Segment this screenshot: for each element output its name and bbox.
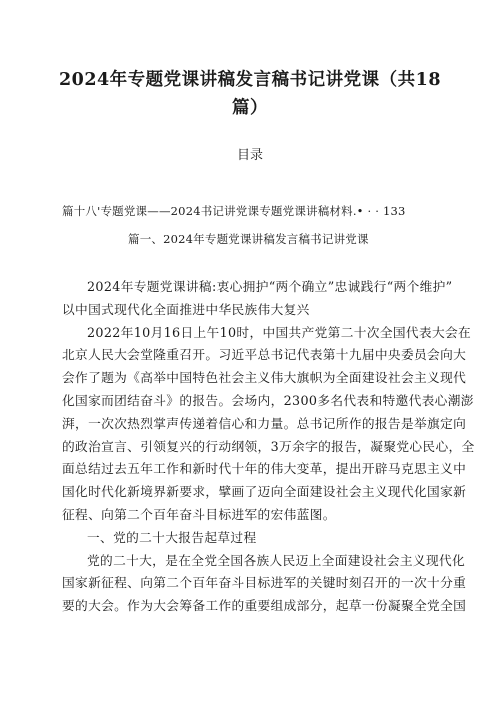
- article-heading-line: 2024年专题党课讲稿:衷心拥护“两个确立”忠诚践行“两个维护”: [87, 279, 453, 294]
- paragraph-line: 面总结过去五年工作和新时代十年的伟大变革，提出开辟马克思主义中: [62, 461, 467, 477]
- paragraph-line: 北京人民大会堂隆重召开。习近平总书记代表第十九届中央委员会向大: [62, 347, 467, 363]
- paragraph-line: 2022年10月16日上午10时，中国共产党第二十次全国代表大会在: [87, 324, 472, 340]
- section-heading: 一、党的二十大报告起草过程: [87, 529, 257, 545]
- paragraph-line: 化国家而团结奋斗》的报告。会场内，2300多名代表和特邀代表心潮澎: [62, 392, 474, 408]
- article-body: [62, 276, 475, 618]
- document-title-line-2: 篇）: [232, 98, 268, 118]
- toc-heading: 目录: [236, 148, 263, 163]
- article-heading-line: 以中国式现代化全面推进中华民族伟大复兴: [62, 301, 310, 317]
- paragraph-line: 国化时代化新境界新要求，擘画了迈向全面建设社会主义现代化国家新: [62, 484, 467, 500]
- paragraph-line: 会作了题为《高举中国特色社会主义伟大旗帜为全面建设社会主义现代: [62, 370, 467, 386]
- paragraph-line: 征程、向第二个百年奋斗目标进军的宏伟蓝图。: [62, 506, 336, 522]
- paragraph-line: 党的二十大，是在全党全国各族人民迈上全面建设社会主义现代化: [87, 552, 466, 568]
- paragraph-line: 湃，一次次热烈掌声传递着信心和力量。总书记所作的报告是举旗定向: [62, 415, 467, 431]
- document-title-line-1: 2024年专题党课讲稿发言稿书记讲党课（共18: [58, 70, 442, 90]
- toc-entry[interactable]: 篇十八'专题党课——2024书记讲党课专题党课讲稿材料.• · · 133: [62, 204, 406, 218]
- paragraph-line: 国家新征程、向第二个百年奋斗目标进军的关键时刻召开的一次十分重: [62, 575, 467, 591]
- paragraph-line: 的政治宣言、引领复兴的行动纲领，3万余字的报告，凝聚党心民心，全: [62, 438, 475, 454]
- toc-entry[interactable]: 篇一、2024年专题党课讲稿发言稿书记讲党课: [128, 232, 369, 246]
- paragraph-line: 要的大会。作为大会筹备工作的重要组成部分，起草一份凝聚全党全国: [62, 598, 467, 614]
